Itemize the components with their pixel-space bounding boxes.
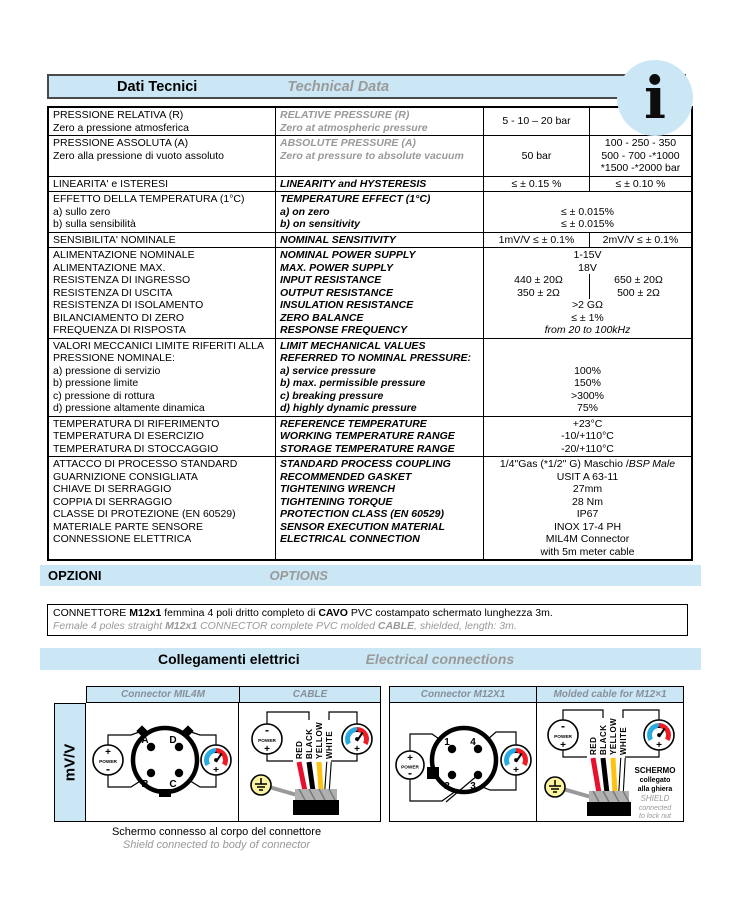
connections-header-bar [40, 648, 701, 670]
svg-text:alla ghiera: alla ghiera [637, 786, 673, 793]
left-diagram-header [86, 686, 381, 703]
cable-jacket [293, 800, 339, 815]
svg-text:collegato: collegato [639, 777, 671, 784]
power-icon [548, 719, 578, 751]
shield-note-it: SCHERMO [634, 766, 676, 775]
page-title-it: Dati Tecnici [117, 78, 198, 95]
header-molded-cable: Molded cable for M12×1 [536, 687, 683, 702]
black-wire [309, 762, 313, 791]
shield-note-en: SHIELD [640, 794, 670, 803]
shield-drain [269, 787, 297, 795]
meter-icon [342, 724, 372, 755]
wire-label-yellow: YELLOW [315, 721, 324, 759]
red-wire [593, 758, 599, 793]
connections-title-en: Electrical connections [365, 651, 515, 667]
white-wire [327, 762, 329, 791]
header-cable: CABLE [239, 687, 380, 702]
meter-icon [644, 720, 674, 751]
options-line-it: CONNETTORE M12x1 femmina 4 poli dritto completo di CAVO PVC costampato schermato lunghezza 3m. [53, 607, 553, 619]
header-connector-m12x1: Connector M12X1 [390, 687, 536, 702]
power-icon [93, 745, 123, 776]
key-tab [427, 767, 439, 779]
svg-text:+: + [560, 740, 566, 751]
wire-label-black: BLACK [305, 728, 314, 759]
black-wire [603, 758, 607, 793]
meter-icon [201, 745, 231, 776]
svg-text:-: - [265, 723, 269, 737]
spec-table [47, 106, 693, 561]
ground-icon [545, 777, 565, 797]
svg-text:-: - [514, 747, 518, 758]
svg-text:-: - [355, 726, 359, 737]
spec-table-wrap [47, 106, 693, 561]
m12x1-connector-diagram [390, 703, 536, 821]
options-title-en: OPTIONS [269, 568, 328, 583]
ground-icon [251, 775, 271, 795]
left-diagram-box [54, 703, 381, 822]
svg-text:+: + [656, 740, 662, 751]
row-temperature-effect: EFFETTO DELLA TEMPERATURA (1°C) a) sullo zero b) sulla sensibilità TEMPERATURE EFFECT (1°C) a) on zero b) on sensitivity ≤ ± 0.015% ≤ ± 0.015% [48, 192, 692, 233]
row-electrical-specs: ALIMENTAZIONE NOMINALE ALIMENTAZIONE MAX. RESISTENZA DI INGRESSO RESISTENZA DI USCITA RESISTENZA DI ISOLAMENTO BILANCIAMENTO DI ZERO FREQUENZA DI RISPOSTA NOMINAL POWER SUPPLY MAX. POWER SUPPLY INPUT RESISTANCE OUTPUT RESISTANCE INSULATION RESISTANCE ZERO BALANCE RESPONSE FREQUENCY 1-15V 18V 440 ± 20Ω 650 ± 20Ω 350 ± 2Ω 500 ± 2Ω >2 GΩ ≤ ± 1% from 20 to 100kHz [48, 248, 692, 339]
pin-label: D [169, 735, 177, 746]
row-mechanical-limits: VALORI MECCANICI LIMITE RIFERITI ALLA PRESSIONE NOMINALE: a) pressione di servizio b) pressione limite c) pressione di rottura d) pressione altamente dinamica LIMIT MECHANICAL VALUES REFERRED TO NOMINAL PRESSURE: a) service pressure b) max. permissible pressure c) breaking pressure d) highly dynamic pressure 100% 150% >300% 75% [48, 338, 692, 416]
pin-label: 3 [470, 781, 476, 792]
svg-text:POWER: POWER [258, 738, 276, 743]
wire-label-red: RED [295, 740, 304, 759]
left-diagram-caption: Schermo connesso al corpo del connettore Shield connected to body of connector [111, 826, 322, 851]
key-tab [159, 789, 171, 797]
header-connector-mil4m: Connector MIL4M [87, 687, 239, 702]
cable-shield [589, 791, 629, 802]
white-wire [621, 758, 623, 793]
page-title-en: Technical Data [287, 78, 390, 95]
info-icon: i [617, 60, 693, 136]
svg-text:-: - [561, 719, 565, 733]
options-header-bar [40, 565, 701, 586]
svg-text:+: + [213, 765, 219, 776]
right-diagram-box [389, 703, 684, 822]
row-nominal-sensitivity: SENSIBILITA' NOMINALE NOMINAL SENSITIVITY 1mV/V ≤ ± 0.1% 2mV/V ≤ ± 0.1% [48, 232, 692, 248]
pin-label: B [141, 779, 149, 790]
wire-label-red: RED [589, 736, 598, 755]
svg-text:connected: connected [638, 805, 672, 812]
right-diagram-header [389, 686, 684, 703]
signal-type-label: mV/V [55, 703, 85, 821]
pin-label: 4 [470, 737, 476, 748]
options-note-box [47, 604, 688, 636]
meter-icon [501, 745, 531, 776]
row-temperatures: TEMPERATURA DI RIFERIMENTO TEMPERATURA DI ESERCIZIO TEMPERATURA DI STOCCAGGIO REFERENCE TEMPERATURE WORKING TEMPERATURE RANGE STORAGE TEMPERATURE RANGE +23°C -10/+110°C -20/+110°C [48, 416, 692, 457]
wire-label-yellow: YELLOW [609, 717, 618, 755]
yellow-wire [319, 762, 321, 791]
molded-cable-diagram [536, 703, 683, 821]
svg-text:POWER: POWER [554, 734, 572, 739]
pin-label: C [169, 779, 177, 790]
connector-body [432, 728, 496, 792]
svg-text:+: + [354, 744, 360, 755]
row-linearity: LINEARITA' e ISTERESI LINEARITY and HYSTERESIS ≤ ± 0.15 % ≤ ± 0.10 % [48, 176, 692, 192]
shield-drain [563, 789, 591, 797]
row-relative-pressure: PRESSIONE RELATIVA (R) Zero a pressione atmosferica RELATIVE PRESSURE (R) Zero at atmospheric pressure 5 - 10 – 20 bar [48, 107, 692, 136]
red-wire [299, 762, 305, 791]
pin-label: 1 [444, 737, 450, 748]
cable-diagram [238, 703, 380, 821]
options-line-en: Female 4 poles straight M12x1 CONNECTOR complete PVC molded CABLE, shielded, length: 3m. [53, 620, 517, 632]
svg-text:to lock nut: to lock nut [639, 813, 671, 819]
power-icon [252, 723, 282, 755]
options-title-it: OPZIONI [48, 568, 102, 583]
mil4m-connector-diagram [85, 703, 238, 821]
svg-text:-: - [408, 766, 412, 780]
wire-label-white: WHITE [325, 730, 334, 759]
pin-label: 2 [444, 781, 450, 792]
wire-label-black: BLACK [599, 724, 608, 755]
connections-title-it: Collegamenti elettrici [158, 651, 300, 667]
svg-text:POWER: POWER [99, 759, 117, 764]
svg-text:+: + [264, 744, 270, 755]
svg-text:-: - [106, 762, 110, 776]
power-icon [396, 751, 424, 780]
svg-text:POWER: POWER [401, 764, 419, 770]
svg-text:-: - [214, 747, 218, 758]
row-mechanical-coupling: ATTACCO DI PROCESSO STANDARD GUARNIZIONE CONSIGLIATA CHIAVE DI SERRAGGIO COPPIA DI SERRAGGIO CLASSE DI PROTEZIONE (EN 60529) MATERIALE PARTE SENSORE CONNESSIONE ELETTRICA STANDARD PROCESS COUPLING RECOMMENDED GASKET TIGHTENING WRENCH TIGHTENING TORQUE PROTECTION CLASS (EN 60529) SENSOR EXECUTION MATERIAL ELECTRICAL CONNECTION 1/4"Gas (*1/2" G) Maschio /BSP Male USIT A 63-11 27mm 28 Nm IP67 INOX 17-4 PH MIL4M Connector with 5m meter cable [48, 457, 692, 561]
svg-text:+: + [407, 753, 413, 764]
wire-label-white: WHITE [619, 726, 628, 755]
tech-data-header-bar [47, 74, 686, 99]
svg-text:+: + [513, 765, 519, 776]
row-absolute-pressure: PRESSIONE ASSOLUTA (A) Zero alla pressione di vuoto assoluto ABSOLUTE PRESSURE (A) Zero at pressure to absolute vacuum 50 bar 100 - 250 - 350 500 - 700 -*1000 *1500 -*2000 bar [48, 136, 692, 177]
svg-text:+: + [105, 747, 111, 758]
pin-label: A [141, 735, 149, 746]
svg-text:-: - [657, 722, 661, 733]
cable-jacket [587, 802, 631, 816]
yellow-wire [613, 758, 615, 793]
